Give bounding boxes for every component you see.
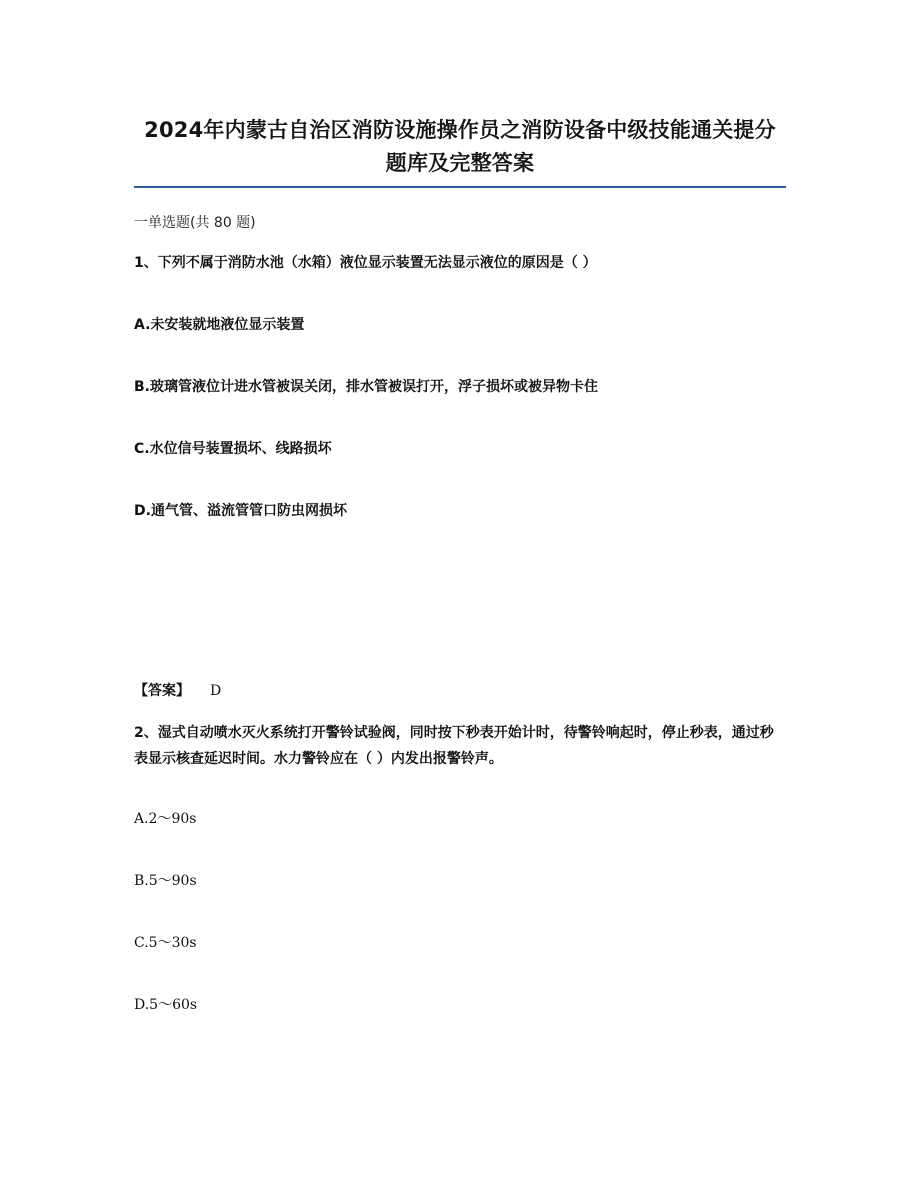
question-1-option-b: B.玻璃管液位计进水管被误关闭，排水管被误打开，浮子损坏或被异物卡住 (134, 379, 598, 395)
question-2-option-b: B.5～90s (134, 873, 197, 889)
question-1-answer (134, 680, 221, 702)
question-1-stem: 1、下列不属于消防水池（水箱）液位显示装置无法显示液位的原因是（ ） (134, 255, 597, 271)
question-2-option-c: C.5～30s (134, 935, 197, 951)
question-2-stem: 2、湿式自动喷水灭火系统打开警铃试验阀，同时按下秒表开始计时，待警铃响起时，停止秒表，通过秒表显示核查延迟时间。水力警铃应在（ ）内发出报警铃声。 (134, 725, 774, 767)
answer-label: 【答案】 (134, 683, 190, 699)
document-title: 2024年内蒙古自治区消防设施操作员之消防设备中级技能通关提分题库及完整答案 (144, 118, 776, 175)
answer-value: D (210, 683, 222, 699)
question-2-option-d: D.5～60s (134, 997, 198, 1013)
question-2-option-a: A.2～90s (134, 811, 197, 827)
title-underline (134, 186, 786, 188)
question-1-option-d: D.通气管、溢流管管口防虫网损坏 (134, 503, 347, 519)
question-1-option-c: C.水位信号装置损坏、线路损坏 (134, 441, 332, 457)
question-1-option-a: A.未安装就地液位显示装置 (134, 317, 305, 333)
section-heading: 一单选题(共 80 题) (134, 215, 256, 231)
